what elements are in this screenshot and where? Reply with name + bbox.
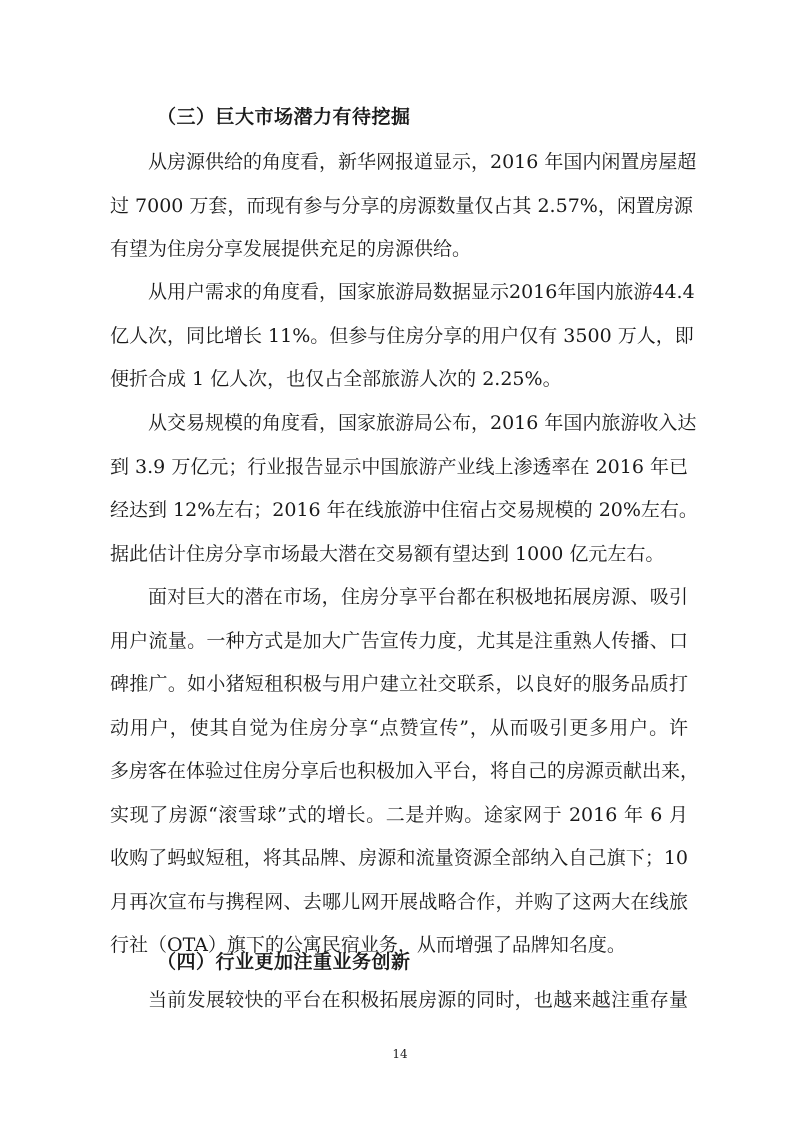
text-line: 过 7000 万套，而现有参与分享的房源数量仅占其 2.57%，闲置房源 — [110, 194, 693, 217]
text-line: 面对巨大的潜在市场，住房分享平台都在积极地拓展房源、吸引 — [148, 586, 688, 608]
text-line: 用户流量。一种方式是加大广告宣传力度，尤其是注重熟人传播、口 — [110, 629, 688, 652]
text-line: 多房客在体验过住房分享后也积极加入平台，将自己的房源贡献出来， — [110, 760, 700, 782]
page-number: 14 — [392, 1047, 408, 1061]
paragraph-business-innovation — [110, 979, 688, 1023]
paragraph-user-demand — [110, 271, 695, 402]
paragraph-transaction-scale — [110, 402, 698, 576]
text-line: 据此估计住房分享市场最大潜在交易额有望达到 1000 亿元左右。 — [110, 542, 665, 565]
paragraph-market-expansion — [110, 576, 700, 968]
section-heading-3: （三）巨大市场潜力有待挖掘 — [157, 106, 411, 128]
text-line: 碑推广。如小猪短租积极与用户建立社交联系，以良好的服务品质打 — [110, 673, 688, 695]
section-heading-4: （四）行业更加注重业务创新 — [157, 951, 411, 973]
text-line: 亿人次，同比增长 11%。但参与住房分享的用户仅有 3500 万人，即 — [110, 324, 694, 347]
text-line: 到 3.9 万亿元；行业报告显示中国旅游产业线上渗透率在 2016 年已 — [110, 455, 688, 478]
text-line: 经达到 12%左右；2016 年在线旅游中住宿占交易规模的 20%左右。 — [110, 499, 698, 521]
text-line: 月再次宣布与携程网、去哪儿网开展战略合作，并购了这两大在线旅 — [110, 890, 688, 913]
text-line: 动用户，使其自觉为住房分享“点赞宣传”，从而吸引更多用户。许 — [110, 716, 688, 739]
text-line: 从用户需求的角度看，国家旅游局数据显示2016年国内旅游44.4 — [148, 281, 695, 303]
text-line: 从房源供给的角度看，新华网报道显示，2016 年国内闲置房屋超 — [148, 151, 697, 173]
text-line: 有望为住房分享发展提供充足的房源供给。 — [110, 238, 472, 260]
text-line: 从交易规模的角度看，国家旅游局公布，2016 年国内旅游收入达 — [148, 412, 697, 434]
text-line: 实现了房源“滚雪球”式的增长。二是并购。途家网于 2016 年 6 月 — [110, 803, 688, 826]
text-line: 当前发展较快的平台在积极拓展房源的同时，也越来越注重存量 — [148, 989, 688, 1011]
paragraph-housing-supply — [110, 141, 697, 272]
text-line: 便折合成 1 亿人次，也仅占全部旅游人次的 2.25%。 — [110, 368, 562, 390]
text-line: 行社（OTA）旗下的公寓民宿业务，从而增强了品牌知名度。 — [110, 934, 626, 956]
text-line: 收购了蚂蚁短租，将其品牌、房源和流量资源全部纳入自己旗下；10 — [110, 847, 688, 869]
